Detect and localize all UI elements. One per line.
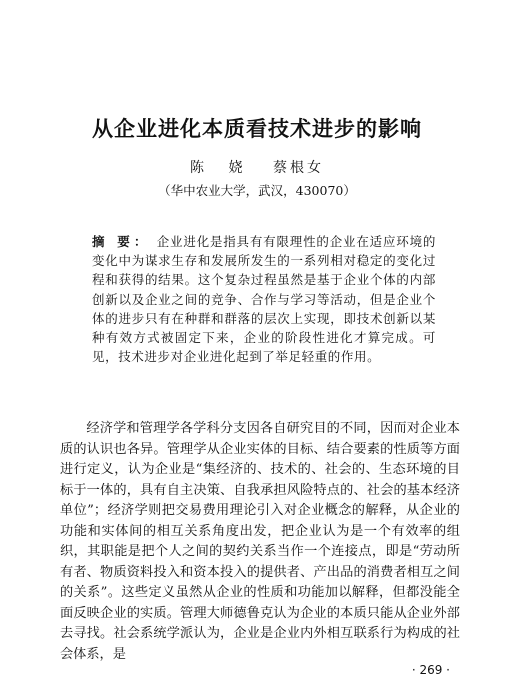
author-1: 陈 娆 [190, 160, 253, 176]
article-title: 从企业进化本质看技术进步的影响 [92, 117, 422, 141]
author-2: 蔡根女 [272, 160, 324, 176]
author-line [0, 159, 514, 177]
abstract-label: 摘 要： [92, 234, 151, 249]
affiliation: （华中农业大学，武汉，430070） [158, 183, 356, 198]
body-paragraph: 经济学和管理学各学科分支因各自研究目的不同，因而对企业本质的认识也各异。管理学从企业实体的目标、结合要素的性质等方面进行定义，认为企业是“集经济的、技术的、社会的、生态环境的目标于一体的，具有自主决策、自我承担风险特点的、社会的基本经济单位”；经济学则把交易费用理论引入对企业概念的解释，从企业的功能和实体间的相互关系角度出发，把企业认为是一个有效率的组织，其职能是把个人之间的契约关系当作一个连接点，即是“劳动所有者、物质资料投入和资本投入的提供者、产出品的消费者相互之间的关系”。这些定义虽然从企业的性质和功能加以解释，但都没能全面反映企业的实质。管理大师德鲁克认为企业的本质只能从企业外部去寻找。社会系统学派认为，企业是企业内外相互联系行为构成的社会体系，是 [60, 421, 460, 662]
abstract-text: 企业进化是指具有有限理性的企业在适应环境的变化中为谋求生存和发展所发生的一系列相对稳定的变化过程和获得的结果。这个复杂过程虽然是基于企业个体的内部创新以及企业之间的竞争、合作与学习等活动，但是企业个体的进步只有在种群和群落的层次上实现，即技术创新以某种有效方式被固定下来，企业的阶段性进化才算完成。可见，技术进步对企业进化起到了举足轻重的作用。 [92, 234, 436, 365]
page-number: · 269 · [411, 663, 450, 677]
abstract [92, 232, 436, 366]
